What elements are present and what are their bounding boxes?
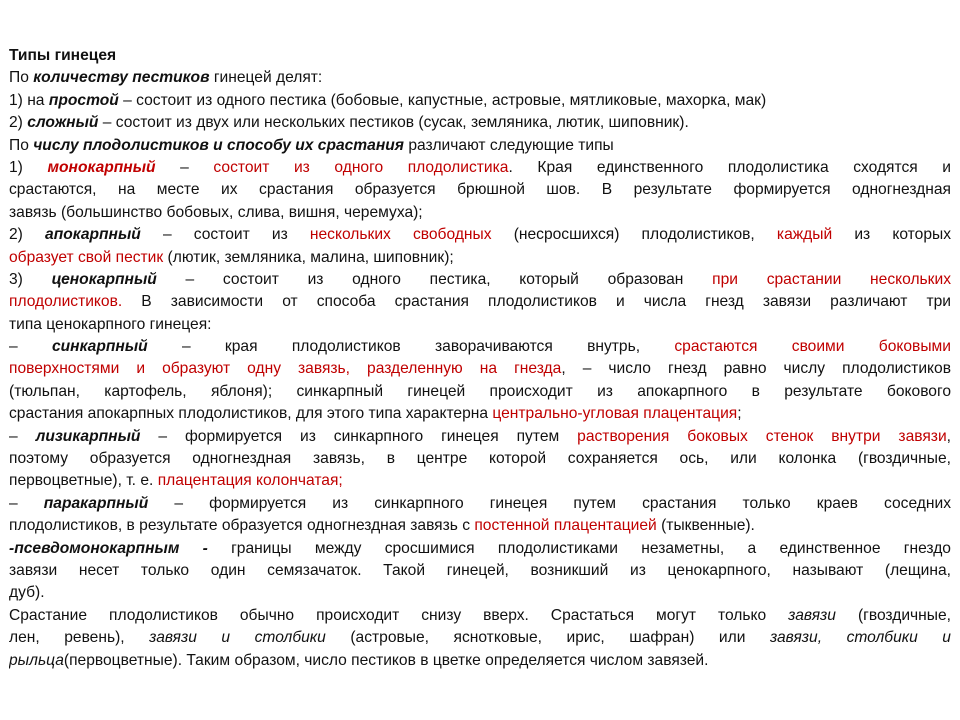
text-line	[9, 627, 951, 649]
text-segment: – состоит из двух или нескольких пестиков (сусак, земляника, лютик, шиповник).	[98, 114, 689, 132]
text-segment: сложный	[27, 114, 99, 132]
text-line	[9, 650, 951, 672]
text-segment: (несросшихся) плодолистиков,	[491, 226, 777, 244]
text-line	[9, 381, 951, 403]
text-segment: апокарпный	[45, 226, 141, 244]
text-segment: типа ценокарпного гинецея:	[9, 315, 212, 333]
text-segment: состоит из одного плодолистика	[213, 158, 509, 176]
text-segment: монокарпный	[47, 158, 156, 176]
text-line	[9, 247, 951, 269]
text-segment: – формируется из синкарпного гинецея путем	[140, 427, 578, 445]
text-segment: образует свой пестик	[9, 248, 164, 266]
text-segment: плодолистиков, в результате образуется одногнездная завязь с	[9, 517, 475, 535]
text-line	[9, 112, 951, 134]
text-line	[9, 605, 951, 627]
text-segment: (первоцветные). Таким образом, число пестиков в цветке определяется числом завязей.	[63, 651, 709, 669]
text-segment: –	[9, 338, 52, 356]
document-body	[9, 45, 951, 672]
text-segment: (гвоздичные,	[835, 606, 951, 624]
text-line	[9, 358, 951, 380]
text-segment: 2)	[9, 226, 46, 244]
text-segment: ;	[737, 405, 742, 423]
text-segment: срастания апокарпных плодолистиков, для этого типа характерна	[9, 405, 493, 423]
text-segment: Типы гинецея	[9, 47, 117, 64]
text-segment: дуб).	[9, 584, 45, 602]
text-line	[9, 403, 951, 425]
text-segment: – состоит из одного пестика, который образован	[156, 270, 713, 288]
text-segment: . Края единственного плодолистика сходятся и	[508, 158, 951, 176]
text-segment: -псевдомонокарпным -	[9, 539, 208, 557]
text-segment: различают следующие типы	[403, 136, 614, 154]
text-line	[9, 515, 951, 537]
text-segment: из которых	[832, 226, 951, 244]
text-segment: первоцветные), т. е.	[9, 472, 158, 490]
text-segment: рыльца	[9, 651, 64, 669]
text-segment: (тыквенные).	[656, 517, 755, 535]
text-segment: – формируется из синкарпного гинецея путем срастания только краев соседних	[148, 494, 951, 512]
text-line	[9, 426, 951, 448]
text-segment: границы между сросшимися плодолистиками незаметны, а единственное гнездо	[207, 539, 951, 557]
text-line	[9, 269, 951, 291]
text-line	[9, 538, 951, 560]
text-segment: плодолистиков.	[9, 293, 123, 311]
text-segment: – состоит из одного пестика (бобовые, капустные, астровые, мятликовые, махорка, мак)	[118, 91, 767, 109]
text-segment: –	[9, 427, 36, 445]
text-segment: лизикарпный	[35, 427, 141, 445]
text-segment: ценокарпный	[51, 270, 157, 288]
text-segment: нескольких свободных	[309, 226, 492, 244]
text-segment: (тюльпан, картофель, яблоня); синкарпный гинецей происходит из апокарпного в результате бокового	[9, 382, 951, 400]
text-segment: постенной плацентацией	[474, 517, 657, 535]
text-segment: 1) на	[9, 91, 49, 109]
text-line	[9, 135, 951, 157]
text-segment: (лютик, земляника, малина, шиповник);	[163, 248, 454, 266]
text-segment: количеству пестиков	[33, 69, 210, 87]
text-segment: завязи, столбики и	[769, 629, 951, 647]
text-segment: синкарпный	[51, 338, 148, 356]
text-line	[9, 67, 951, 89]
text-segment: (астровые, яснотковые, ирис, шафран) или	[325, 629, 770, 647]
text-segment: завязь (большинство бобовых, слива, вишня, черемуха);	[9, 203, 423, 221]
text-segment: 2)	[9, 114, 28, 132]
text-line	[9, 202, 951, 224]
text-line	[9, 493, 951, 515]
text-segment: – состоит из	[140, 226, 310, 244]
text-segment: растворения боковых стенок внутри завязи	[577, 427, 947, 445]
text-segment: , – число гнезд равно числу плодолистиков	[561, 360, 951, 378]
text-segment: 1)	[9, 158, 48, 176]
text-line	[9, 336, 951, 358]
text-line	[9, 314, 951, 336]
text-line	[9, 582, 951, 604]
document-title	[9, 45, 951, 67]
text-line	[9, 157, 951, 179]
text-segment: завязи и столбики	[149, 629, 326, 647]
text-segment: В зависимости от способа срастания плодолистиков и числа гнезд завязи различают три	[122, 293, 951, 311]
text-segment: паракарпный	[43, 494, 149, 512]
text-segment: каждый	[776, 226, 833, 244]
text-line	[9, 470, 951, 492]
text-segment: завязи несет только один семязачаток. Такой гинецей, возникший из ценокарпного, называют (лещина,	[9, 561, 951, 579]
text-segment: поэтому образуется одногнездная завязь, в центре которой сохраняется ось, или колонка (гвоздичные,	[9, 450, 951, 468]
text-line	[9, 560, 951, 582]
text-segment: плацентация колончатая;	[157, 472, 343, 490]
text-segment: – края плодолистиков заворачиваются внутрь,	[147, 338, 675, 356]
text-line	[9, 90, 951, 112]
text-segment: числу плодолистиков и способу их срастания	[33, 136, 404, 154]
text-segment: центрально-угловая плацентация	[492, 405, 738, 423]
text-segment: простой	[48, 91, 119, 109]
text-segment: при срастании нескольких	[712, 270, 951, 288]
text-line	[9, 448, 951, 470]
text-segment: 3)	[9, 270, 52, 288]
text-segment: По	[9, 69, 34, 87]
text-line	[9, 224, 951, 246]
text-segment: –	[9, 494, 44, 512]
text-segment: срастаются своими боковыми	[674, 338, 951, 356]
text-segment: –	[155, 158, 214, 176]
text-segment: гинецей делят:	[209, 69, 323, 87]
text-segment: лен, ревень),	[9, 629, 150, 647]
text-segment: завязи	[788, 606, 836, 624]
text-line	[9, 291, 951, 313]
text-line	[9, 179, 951, 201]
text-segment: поверхностями и образуют одну завязь, разделенную на гнезда	[9, 360, 562, 378]
text-segment: По	[9, 136, 34, 154]
text-segment: срастаются, на месте их срастания образуется брюшной шов. В результате формируется одногнездная	[9, 181, 951, 199]
text-segment: ,	[946, 427, 951, 445]
text-segment: Срастание плодолистиков обычно происходит снизу вверх. Срастаться могут только	[9, 606, 789, 624]
